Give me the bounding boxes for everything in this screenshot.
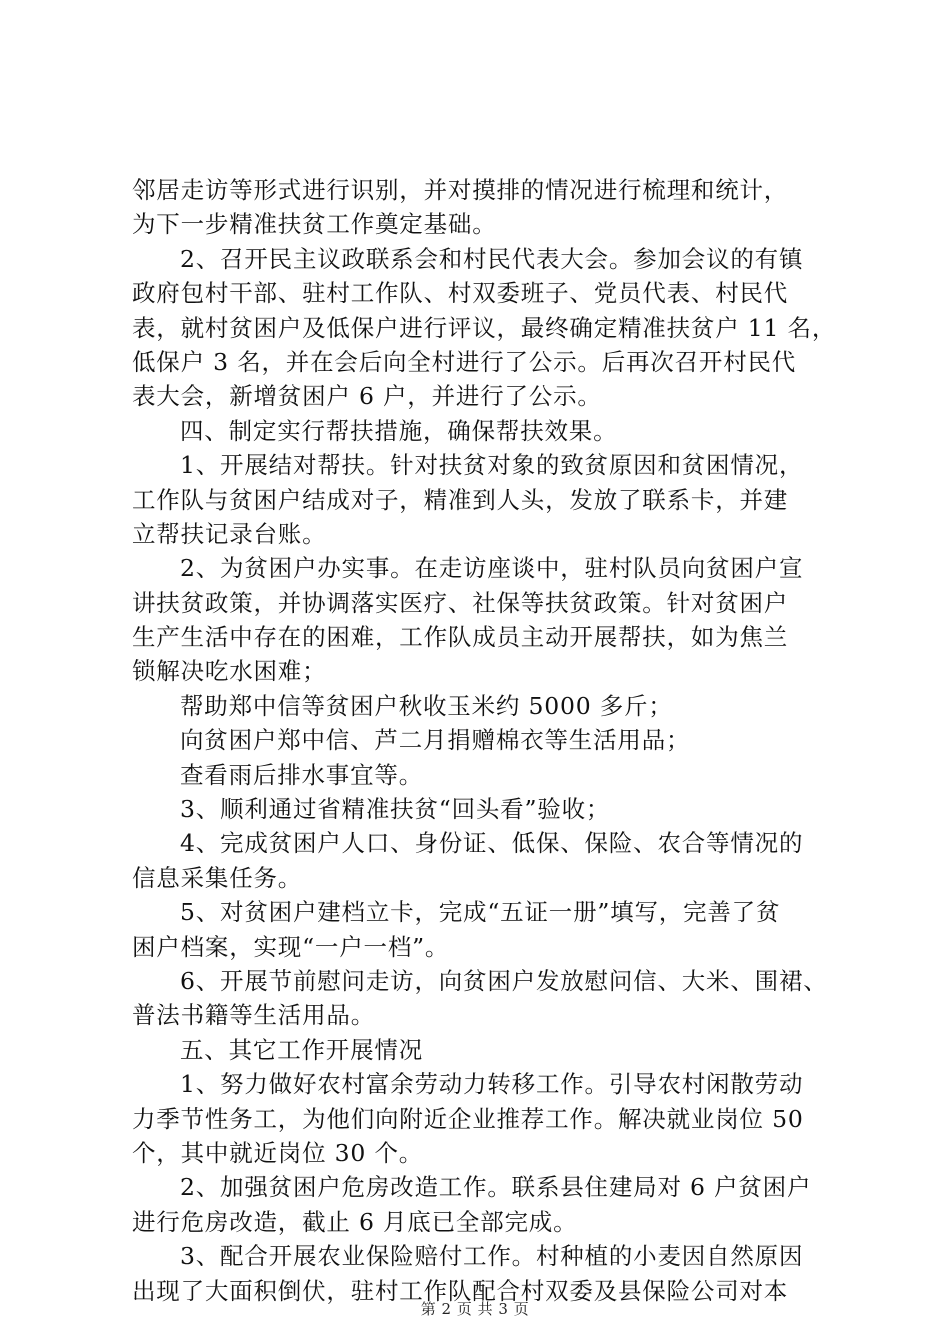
text-line: 3、顺利通过省精准扶贫“回头看”验收；	[180, 795, 611, 824]
text-line: 向贫困户郑中信、芦二月捐赠棉衣等生活用品；	[180, 726, 691, 755]
page-footer: 第 2 页 共 3 页	[420, 1300, 530, 1318]
text-line: 查看雨后排水事宜等。	[180, 760, 423, 789]
text-line: 出现了大面积倒伏，驻村工作队配合村双委及县保险公司对本	[132, 1276, 789, 1305]
text-line: 1、开展结对帮扶。针对扶贫对象的致贫原因和贫困情况，	[180, 451, 804, 480]
text-line: 帮助郑中信等贫困户秋收玉米约 5000 多斤；	[180, 691, 673, 720]
text-line: 普法书籍等生活用品。	[132, 1001, 375, 1030]
text-line: 4、完成贫困户人口、身份证、低保、保险、农合等情况的	[180, 829, 804, 858]
text-line: 6、开展节前慰问走访，向贫困户发放慰问信、大米、围裙、	[180, 966, 828, 995]
text-line: 生产生活中存在的困难，工作队成员主动开展帮扶，如为焦兰	[132, 623, 789, 652]
text-line: 表大会，新增贫困户 6 户，并进行了公示。	[132, 382, 602, 411]
text-line: 为下一步精准扶贫工作奠定基础。	[132, 210, 497, 239]
text-line: 2、加强贫困户危房改造工作。联系县住建局对 6 户贫困户	[180, 1173, 812, 1202]
text-line: 个，其中就近岗位 30 个。	[132, 1138, 424, 1167]
text-line: 5、对贫困户建档立卡，完成“五证一册”填写，完善了贫	[180, 898, 781, 927]
text-line: 政府包村干部、驻村工作队、村双委班子、党员代表、村民代	[132, 279, 789, 308]
text-line: 困户档案，实现“一户一档”。	[132, 932, 450, 961]
text-line: 3、配合开展农业保险赔付工作。村种植的小麦因自然原因	[180, 1242, 804, 1271]
text-line: 立帮扶记录台账。	[132, 519, 327, 548]
text-line: 讲扶贫政策，并协调落实医疗、社保等扶贫政策。针对贫困户	[132, 588, 789, 617]
text-line: 邻居走访等形式进行识别，并对摸排的情况进行梳理和统计，	[132, 176, 789, 204]
text-line: 锁解决吃水困难；	[132, 657, 327, 686]
text-line: 工作队与贫困户结成对子，精准到人头，发放了联系卡，并建	[132, 485, 789, 514]
text-line: 五、其它工作开展情况	[180, 1035, 423, 1064]
text-line: 力季节性务工，为他们向附近企业推荐工作。解决就业岗位 50	[132, 1104, 804, 1133]
text-line: 信息采集任务。	[132, 863, 303, 892]
text-line: 1、努力做好农村富余劳动力转移工作。引导农村闲散劳动	[180, 1070, 804, 1099]
text-line: 进行危房改造，截止 6 月底已全部完成。	[132, 1207, 578, 1236]
text-line: 2、召开民主议政联系会和村民代表大会。参加会议的有镇	[180, 244, 804, 273]
document-body	[132, 173, 837, 1308]
text-line: 表，就村贫困户及低保户进行评议，最终确定精准扶贫户 11 名，	[132, 313, 837, 342]
text-line: 低保户 3 名，并在会后向全村进行了公示。后再次召开村民代	[132, 347, 797, 376]
text-line: 四、制定实行帮扶措施，确保帮扶效果。	[180, 416, 618, 445]
text-line: 2、为贫困户办实事。在走访座谈中，驻村队员向贫困户宣	[180, 554, 804, 583]
